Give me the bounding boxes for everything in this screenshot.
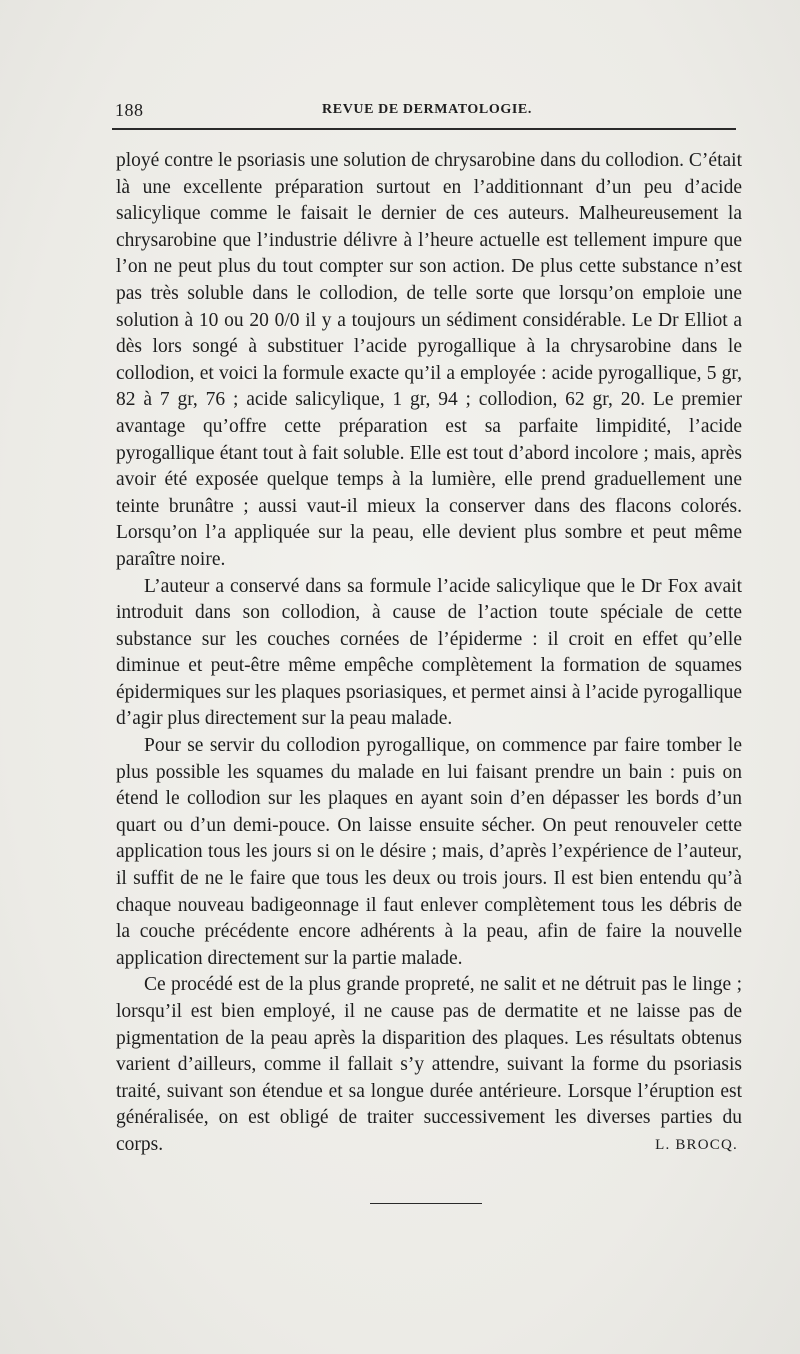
- end-rule: [370, 1203, 482, 1204]
- page-number: 188: [115, 100, 144, 120]
- author-signature: L. BROCQ.: [655, 1136, 738, 1153]
- paragraph-3: Pour se servir du collodion pyrogallique, on commence par faire tomber le plus possible les squames du malade en lui faisant prendre un bain : puis on étend le collodion sur les plaques en ayant soin d’en dépasser les bords d’un quart ou d’un demi-pouce. On laisse ensuite sécher. On peut renouveler cette application tous les jours si on le désire ; mais, d’après l’expérience de l’auteur, il suffit de ne le faire que tous les deux ou trois jours. Il est bien entendu qu’à chaque nouveau badigeonnage il faut enlever complètement tous les débris de la couche précédente encore adhérents à la peau, afin de faire la nouvelle application directement sur la partie malade.: [116, 735, 742, 969]
- running-head: [112, 100, 742, 124]
- article-body: [116, 148, 742, 1159]
- paragraph-4: [116, 972, 742, 1158]
- journal-title: REVUE DE DERMATOLOGIE.: [322, 102, 532, 117]
- paragraph-1: ployé contre le psoriasis une solution de chrysarobine dans du collodion. C’était là une excellente préparation surtout en l’additionnant d’un peu d’acide salicylique comme le faisait le dernier de ces auteurs. Malheureusement la chrysarobine que l’industrie délivre à l’heure actuelle est tellement impure que l’on ne peut plus du tout compter sur son action. De plus cette substance n’est pas très soluble dans le collodion, de telle sorte que lorsqu’on emploie une solution à 10 ou 20 0/0 il y a toujours un sédiment considérable. Le Dr Elliot a dès lors songé à substituer l’acide pyrogallique à la chrysarobine dans le collodion, et voici la formule exacte qu’il a employée : acide pyrogallique, 5 gr, 82 à 7 gr, 76 ; acide salicylique, 1 gr, 94 ; collodion, 62 gr, 20. Le premier avantage qu’offre cette préparation est sa parfaite limpidité, l’acide pyrogallique étant tout à fait soluble. Elle est tout d’abord incolore ; mais, après avoir été exposée quelque temps à la lumière, elle prend graduellement une teinte brunâtre ; aussi vaut-il mieux la conserver dans des flacons colorés. Lorsqu’on l’a appliquée sur la peau, elle devient plus sombre et peut même paraître noire.: [116, 150, 742, 570]
- paragraph-4-text: Ce procédé est de la plus grande propreté, ne salit et ne détruit pas le linge ; lorsqu’il est bien employé, il ne cause pas de dermatite et ne laisse pas de pigmentation de la peau après la disparition des plaques. Les résultats obtenus varient d’ailleurs, comme il fallait s’y attendre, suivant la forme du psoriasis traité, suivant son étendue et sa longue durée antérieure. Lorsque l’éruption est généralisée, on est obligé de traiter successivement les diverses parties du corps.: [116, 974, 742, 1155]
- header-rule: [112, 128, 736, 130]
- paragraph-2: L’auteur a conservé dans sa formule l’acide salicylique que le Dr Fox avait introduit dans son collodion, à cause de l’action toute spéciale de cette substance sur les couches cornées de l’épiderme : il croit en effet qu’elle diminue et peut-être même empêche complètement la formation de squames épidermiques sur les plaques psoriasiques, et permet ainsi à l’acide pyrogallique d’agir plus directement sur la peau malade.: [116, 575, 742, 730]
